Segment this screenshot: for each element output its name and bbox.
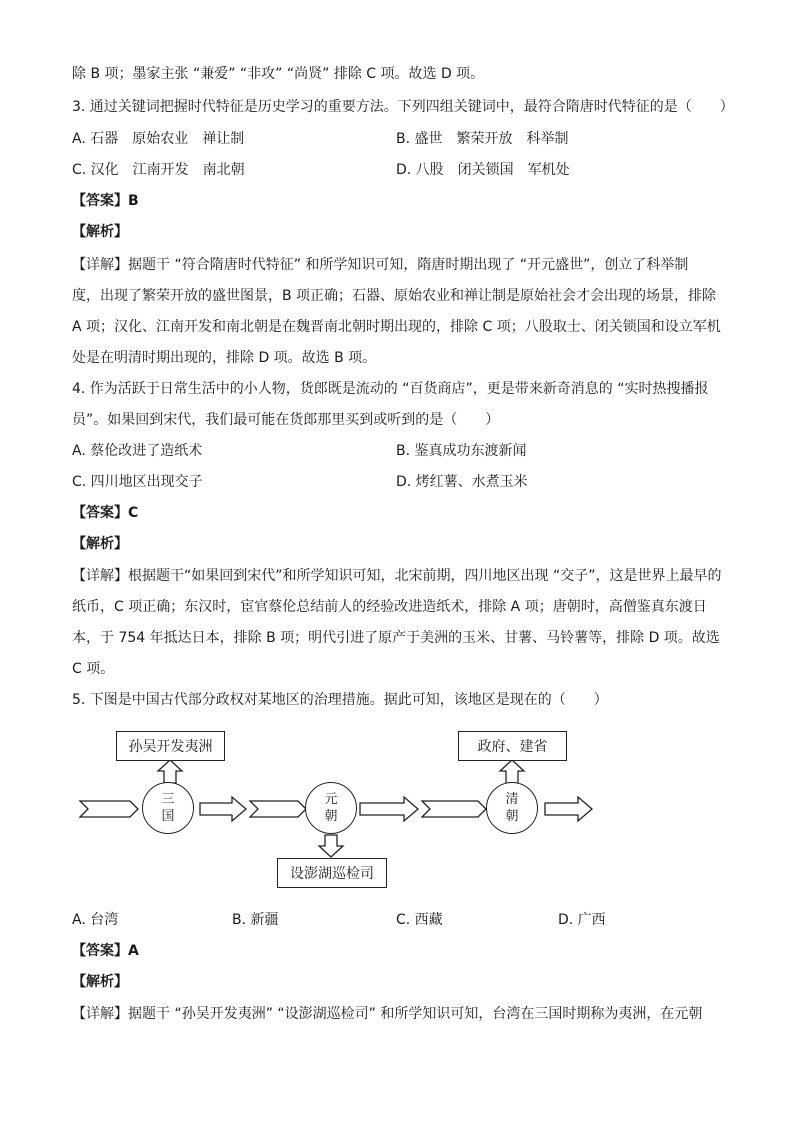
arrow-shape (250, 801, 306, 817)
option-3c: C. 汉化 江南开发 南北朝 (72, 162, 245, 178)
circle-qingchao (486, 782, 538, 834)
option-3b: B. 盛世 繁荣开放 科举制 (396, 131, 569, 147)
explanation-3-line: A 项；汉化、江南开发和南北朝是在魏晋南北朝时期出现的，排除 C 项；八股取士、闭关锁国和设立军机 (72, 319, 721, 335)
question-4-line: 4. 作为活跃于日常生活中的小人物，货郎既是流动的 “百货商店”，更是带来新奇消息的 “实时热搜播报 (72, 381, 709, 397)
analysis-label-4: 【解析】 (72, 536, 128, 552)
question-4-line: 员”。如果回到宋代，我们最可能在货郎那里买到或听到的是（ ） (72, 412, 500, 428)
box-sunwu: 孙吴开发夷洲 (116, 731, 225, 761)
option-5a: A. 台湾 (72, 912, 119, 928)
arrow-shape (422, 801, 486, 817)
option-5c: C. 西藏 (396, 912, 443, 928)
arrow-shape (158, 760, 182, 783)
option-4d: D. 烤红薯、水煮玉米 (396, 474, 528, 490)
arrow-shape (500, 760, 524, 783)
arrow-shape (80, 801, 138, 817)
question-5: 5. 下图是中国古代部分政权对某地区的治理措施。据此可知，该地区是现在的（ ） (72, 692, 608, 708)
option-4b: B. 鉴真成功东渡新闻 (396, 443, 527, 459)
answer-4: 【答案】C (72, 505, 139, 521)
circle-sanguo (142, 782, 194, 834)
circle-label: 清朝 (505, 792, 519, 824)
answer-3: 【答案】B (72, 193, 139, 209)
option-5b: B. 新疆 (232, 912, 279, 928)
explanation-4-line: 【详解】根据题干“如果回到宋代”和所学知识可知，北宋前期，四川地区出现 “交子”，这是世界上最早的 (72, 568, 722, 584)
circle-yuanchao (305, 782, 357, 834)
option-4a: A. 蔡伦改进了造纸术 (72, 443, 203, 459)
question-3: 3. 通过关键词把握时代特征是历史学习的重要方法。下列四组关键词中，最符合隋唐时代特征的是（ ） (72, 99, 734, 115)
explanation-4-line: 纸币，C 项正确；东汉时，宦官蔡伦总结前人的经验改进造纸术，排除 A 项；唐朝时，高僧鉴真东渡日 (72, 599, 707, 615)
arrow-shape (319, 835, 343, 857)
explanation-4-line: C 项。 (72, 661, 115, 677)
circle-label: 三国 (161, 792, 175, 824)
box-qing: 政府、建省 (458, 731, 567, 761)
analysis-label-5: 【解析】 (72, 974, 128, 990)
option-3a: A. 石器 原始农业 禅让制 (72, 131, 245, 147)
answer-5: 【答案】A (72, 943, 139, 959)
option-3d: D. 八股 闭关锁国 军机处 (396, 162, 570, 178)
explanation-3-line: 【详解】据题干 “符合隋唐时代特征” 和所学知识可知，隋唐时期出现了 “开元盛世”，创立了科举制 (72, 257, 689, 273)
arrow-shape (545, 797, 592, 821)
arrow-shape (360, 797, 418, 821)
text-line: 除 B 项；墨家主张 “兼爱” “非攻” “尚贤” 排除 C 项。故选 D 项。 (72, 66, 485, 82)
circle-label: 元朝 (324, 792, 338, 824)
option-5d: D. 广西 (558, 912, 606, 928)
explanation-3-line: 处是在明清时期出现的，排除 D 项。故选 B 项。 (72, 350, 377, 366)
explanation-5-line: 【详解】据题干 “孙吴开发夷洲” “设澎湖巡检司” 和所学知识可知，台湾在三国时期称为夷洲，在元朝 (72, 1006, 703, 1022)
explanation-4-line: 本，于 754 年抵达日本，排除 B 项；明代引进了原产于美洲的玉米、甘薯、马铃薯等，排除 D 项。故选 (72, 630, 720, 646)
option-4c: C. 四川地区出现交子 (72, 474, 203, 490)
explanation-3-line: 度，出现了繁荣开放的盛世图景，B 项正确；石器、原始农业和禅让制是原始社会才会出现的场景，排除 (72, 288, 717, 304)
box-penghu: 设澎湖巡检司 (277, 858, 387, 888)
analysis-label-3: 【解析】 (72, 224, 128, 240)
arrow-shape (200, 797, 246, 821)
